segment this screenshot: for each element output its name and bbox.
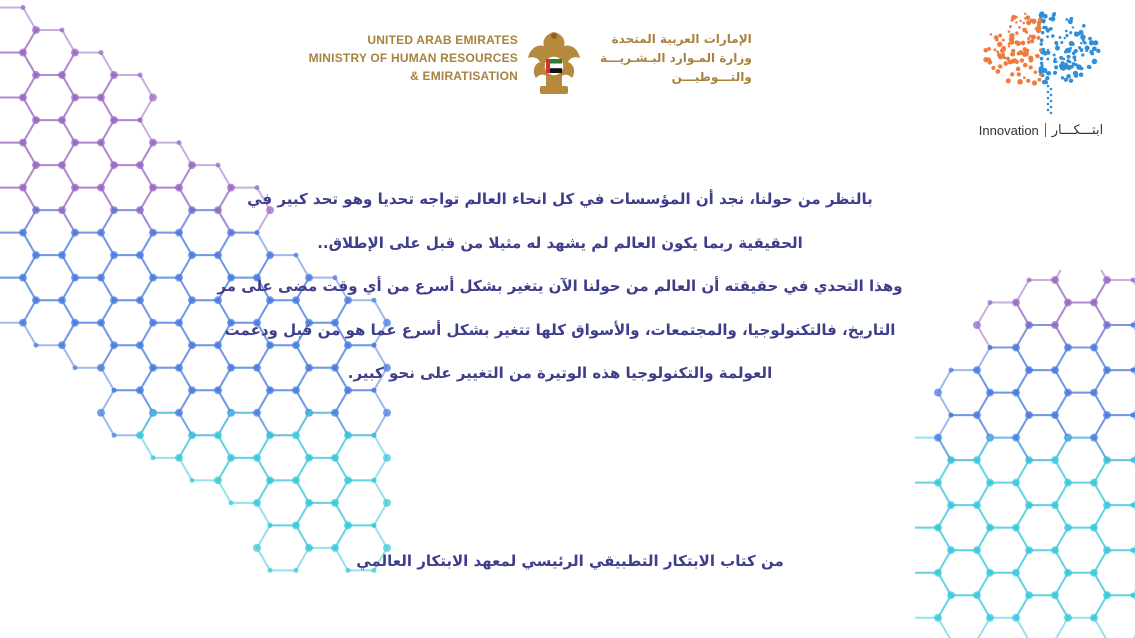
ministry-ar-line: الإمارات العربية المتحدة xyxy=(611,32,752,46)
ministry-en-line: & EMIRATISATION xyxy=(410,69,518,83)
quote-line: العولمة والتكنولوجيا هذه الوتيرة من التغيير على نحو كبير. xyxy=(347,364,773,382)
innovation-label xyxy=(966,122,1116,138)
ministry-name-en xyxy=(309,31,518,85)
quote-line: وهذا التحدي في حقيقته أن العالم من حولنا الآن يتغير بشكل أسرع من أي وقت مضى على مر xyxy=(217,277,903,295)
ministry-name-ar xyxy=(600,30,752,87)
brain-dots-icon xyxy=(966,6,1116,116)
quote-text xyxy=(200,178,920,396)
ministry-ar-line: وزارة المـوارد البـشـريـــة xyxy=(600,51,752,65)
quote-line: بالنظر من حولنا، نجد أن المؤسسات في كل انحاء العالم تواجه تحديا وهو تحد كبير في xyxy=(247,190,873,208)
ministry-logo xyxy=(300,28,820,98)
ministry-en-line: MINISTRY OF HUMAN RESOURCES xyxy=(308,51,518,65)
quote-source: من كتاب الابتكار التطبيقي الرئيسي لمعهد الابتكار العالمي xyxy=(356,552,784,570)
label-divider xyxy=(1045,123,1046,137)
quote-line: الحقيقية ربما يكون العالم لم يشهد له مثيلا من قبل على الإطلاق.. xyxy=(317,233,803,252)
uae-emblem-icon xyxy=(524,28,584,96)
innovation-label-ar: ابتـــكـــار xyxy=(1051,122,1104,137)
ministry-ar-line: والتـــوطيـــن xyxy=(671,70,752,84)
quote-line: التاريخ، فالتكنولوجيا، والمجتمعات، والأسواق كلها تتغير بشكل أسرع عما هو من قبل ودعمت xyxy=(224,320,896,339)
innovation-label-en: Innovation xyxy=(978,122,1039,138)
ministry-en-line: UNITED ARAB EMIRATES xyxy=(367,33,518,47)
innovation-logo xyxy=(966,6,1116,138)
hexagon-network-decoration-right xyxy=(915,270,1135,638)
